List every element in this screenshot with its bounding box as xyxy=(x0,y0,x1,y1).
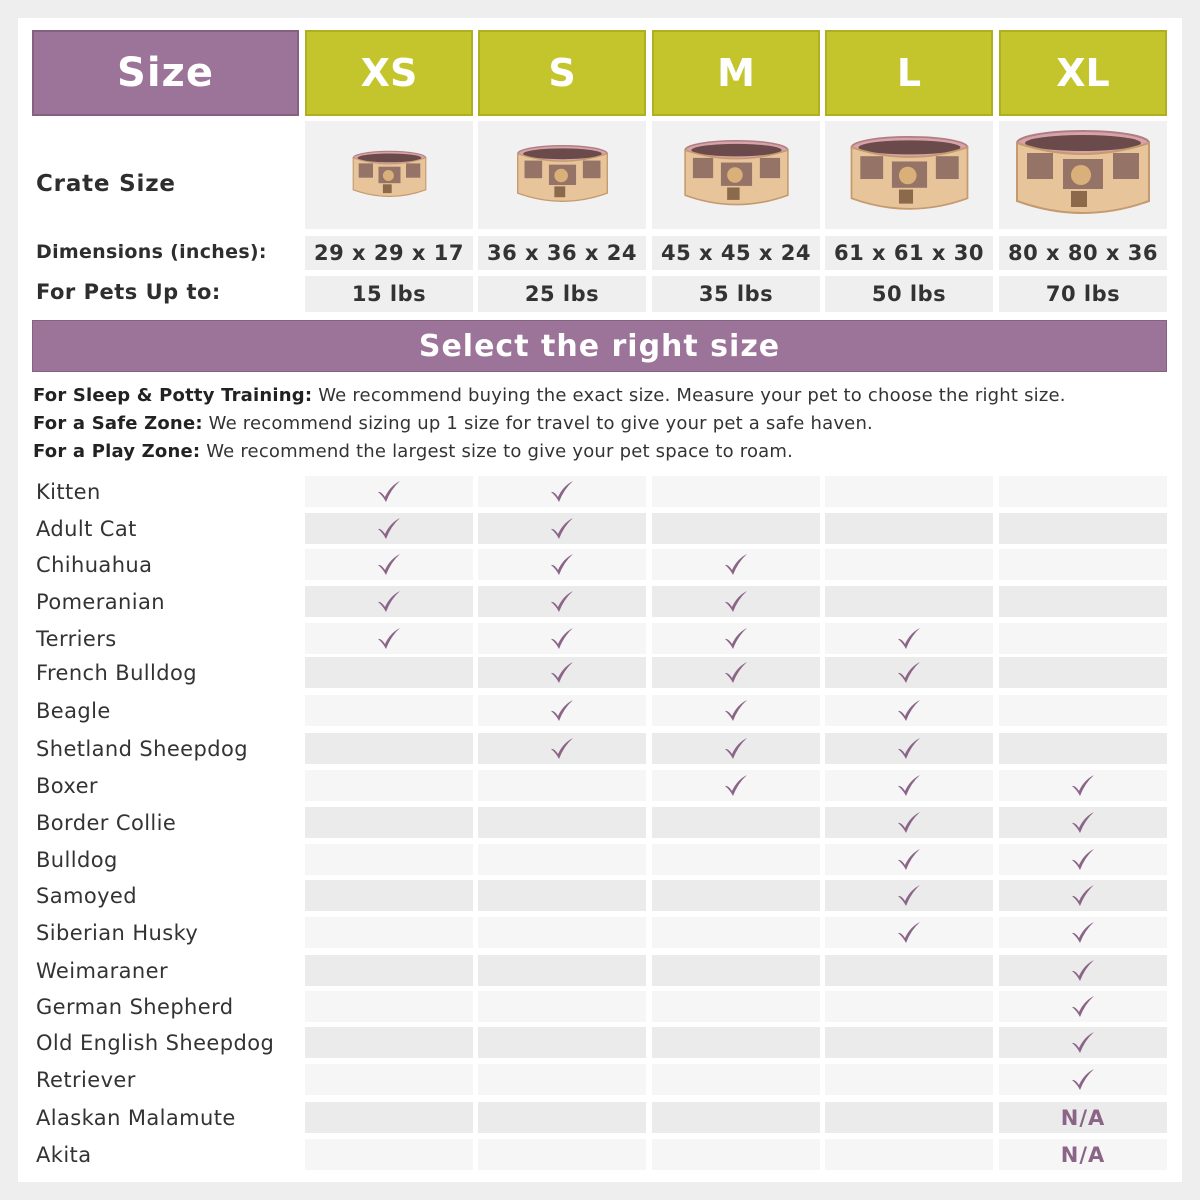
checkmark-icon xyxy=(896,699,922,723)
size-column-header-0: XS xyxy=(305,30,473,116)
checkmark-icon xyxy=(723,627,749,651)
fit-cell xyxy=(999,586,1167,617)
checkmark-icon xyxy=(549,553,575,577)
fit-cell xyxy=(305,476,473,507)
fit-cell xyxy=(478,1102,646,1133)
dimension-value-3: 61 x 61 x 30 xyxy=(825,236,993,270)
checkmark-icon xyxy=(1070,848,1096,872)
fit-cell xyxy=(478,623,646,654)
fit-cell xyxy=(825,1139,993,1170)
checkmark-icon xyxy=(549,737,575,761)
breed-name: Beagle xyxy=(36,699,111,723)
checkmark-icon xyxy=(376,590,402,614)
checkmark-icon xyxy=(896,884,922,908)
fit-cell xyxy=(999,623,1167,654)
fit-cell xyxy=(478,955,646,986)
fit-cell xyxy=(999,1139,1167,1170)
checkmark-icon xyxy=(549,480,575,504)
fit-cell xyxy=(305,844,473,875)
fit-cell xyxy=(652,623,820,654)
fit-cell xyxy=(478,657,646,688)
fit-cell xyxy=(305,733,473,764)
fit-cell xyxy=(999,1064,1167,1095)
fit-cell xyxy=(652,476,820,507)
crate-image-cell-4 xyxy=(999,121,1167,229)
checkmark-icon xyxy=(1070,811,1096,835)
fit-cell xyxy=(825,623,993,654)
breed-name: Old English Sheepdog xyxy=(36,1031,275,1055)
fit-cell xyxy=(305,1027,473,1058)
fit-cell xyxy=(652,657,820,688)
fit-cell xyxy=(305,623,473,654)
checkmark-icon xyxy=(549,627,575,651)
fit-cell xyxy=(999,844,1167,875)
recommendation-label: For Sleep & Potty Training: xyxy=(33,385,313,406)
fit-cell xyxy=(825,880,993,911)
fit-cell xyxy=(305,770,473,801)
fit-cell xyxy=(652,1139,820,1170)
pet-playpen-image xyxy=(1013,129,1153,221)
checkmark-icon xyxy=(723,699,749,723)
fit-cell xyxy=(825,657,993,688)
fit-cell xyxy=(478,917,646,948)
checkmark-icon xyxy=(1070,921,1096,945)
fit-cell xyxy=(478,695,646,726)
not-applicable-label: N/A xyxy=(1060,1105,1106,1130)
weight-value-1: 25 lbs xyxy=(478,276,646,312)
fit-cell xyxy=(652,955,820,986)
fit-cell xyxy=(825,1064,993,1095)
fit-cell xyxy=(305,807,473,838)
fit-cell xyxy=(305,991,473,1022)
fit-cell xyxy=(305,1064,473,1095)
fit-cell xyxy=(478,807,646,838)
checkmark-icon xyxy=(723,737,749,761)
fit-cell xyxy=(652,695,820,726)
pets-up-to-label: For Pets Up to: xyxy=(36,280,221,304)
fit-cell xyxy=(825,807,993,838)
breed-name: Boxer xyxy=(36,774,98,798)
pet-playpen-image xyxy=(682,139,791,211)
checkmark-icon xyxy=(896,848,922,872)
fit-cell xyxy=(999,991,1167,1022)
checkmark-icon xyxy=(1070,774,1096,798)
fit-cell xyxy=(305,549,473,580)
fit-cell xyxy=(652,991,820,1022)
fit-cell xyxy=(999,917,1167,948)
size-column-header-4: XL xyxy=(999,30,1167,116)
fit-cell xyxy=(825,770,993,801)
fit-cell xyxy=(478,844,646,875)
fit-cell xyxy=(999,1027,1167,1058)
fit-cell xyxy=(999,695,1167,726)
recommendation-2 xyxy=(33,441,793,462)
fit-cell xyxy=(305,695,473,726)
fit-cell xyxy=(478,991,646,1022)
fit-cell xyxy=(478,733,646,764)
breed-name: Samoyed xyxy=(36,884,137,908)
fit-cell xyxy=(999,880,1167,911)
dimension-value-1: 36 x 36 x 24 xyxy=(478,236,646,270)
fit-cell xyxy=(478,476,646,507)
fit-cell xyxy=(652,880,820,911)
breed-name: Siberian Husky xyxy=(36,921,199,945)
fit-cell xyxy=(999,513,1167,544)
fit-cell xyxy=(652,1064,820,1095)
fit-cell xyxy=(999,733,1167,764)
fit-cell xyxy=(825,513,993,544)
weight-value-3: 50 lbs xyxy=(825,276,993,312)
fit-cell xyxy=(478,1139,646,1170)
fit-cell xyxy=(825,733,993,764)
fit-cell xyxy=(825,476,993,507)
checkmark-icon xyxy=(896,774,922,798)
recommendation-0 xyxy=(33,385,1066,406)
fit-cell xyxy=(652,1102,820,1133)
fit-cell xyxy=(825,1102,993,1133)
dimension-value-0: 29 x 29 x 17 xyxy=(305,236,473,270)
breed-name: Chihuahua xyxy=(36,553,153,577)
pet-playpen-image xyxy=(351,150,428,201)
pet-playpen-image xyxy=(515,144,610,207)
recommendation-text: We recommend the largest size to give your pet space to roam. xyxy=(200,441,794,462)
checkmark-icon xyxy=(376,517,402,541)
breed-name: Adult Cat xyxy=(36,517,137,541)
fit-cell xyxy=(999,657,1167,688)
weight-value-2: 35 lbs xyxy=(652,276,820,312)
dimension-value-2: 45 x 45 x 24 xyxy=(652,236,820,270)
checkmark-icon xyxy=(376,627,402,651)
breed-name: French Bulldog xyxy=(36,661,197,685)
fit-cell xyxy=(999,807,1167,838)
size-header: Size xyxy=(32,30,299,116)
fit-cell xyxy=(478,1027,646,1058)
breed-name: Retriever xyxy=(36,1068,136,1092)
checkmark-icon xyxy=(1070,1068,1096,1092)
checkmark-icon xyxy=(549,661,575,685)
fit-cell xyxy=(999,955,1167,986)
recommendation-text: We recommend buying the exact size. Measure your pet to choose the right size. xyxy=(312,385,1066,406)
breed-name: Akita xyxy=(36,1143,92,1167)
fit-cell xyxy=(825,917,993,948)
crate-image-cell-1 xyxy=(478,121,646,229)
dimensions-label: Dimensions (inches): xyxy=(36,241,267,263)
checkmark-icon xyxy=(896,921,922,945)
checkmark-icon xyxy=(723,661,749,685)
size-column-header-2: M xyxy=(652,30,820,116)
checkmark-icon xyxy=(549,590,575,614)
crate-size-label: Crate Size xyxy=(36,171,176,197)
weight-value-0: 15 lbs xyxy=(305,276,473,312)
fit-cell xyxy=(825,586,993,617)
fit-cell xyxy=(305,657,473,688)
fit-cell xyxy=(478,586,646,617)
fit-cell xyxy=(305,917,473,948)
fit-cell xyxy=(999,476,1167,507)
checkmark-icon xyxy=(549,699,575,723)
fit-cell xyxy=(305,1102,473,1133)
breed-name: Alaskan Malamute xyxy=(36,1106,236,1130)
fit-cell xyxy=(825,955,993,986)
fit-cell xyxy=(652,807,820,838)
breed-name: Terriers xyxy=(36,627,117,651)
fit-cell xyxy=(305,880,473,911)
fit-cell xyxy=(652,1027,820,1058)
checkmark-icon xyxy=(376,553,402,577)
recommendation-label: For a Safe Zone: xyxy=(33,413,203,434)
crate-image-cell-2 xyxy=(652,121,820,229)
checkmark-icon xyxy=(1070,995,1096,1019)
recommendation-label: For a Play Zone: xyxy=(33,441,201,462)
crate-image-cell-0 xyxy=(305,121,473,229)
checkmark-icon xyxy=(896,737,922,761)
fit-cell xyxy=(478,513,646,544)
fit-cell xyxy=(825,695,993,726)
checkmark-icon xyxy=(1070,884,1096,908)
breed-name: Border Collie xyxy=(36,811,177,835)
breed-name: German Shepherd xyxy=(36,995,234,1019)
checkmark-icon xyxy=(723,774,749,798)
checkmark-icon xyxy=(376,480,402,504)
crate-image-cell-3 xyxy=(825,121,993,229)
size-column-header-1: S xyxy=(478,30,646,116)
breed-name: Shetland Sheepdog xyxy=(36,737,248,761)
fit-cell xyxy=(652,586,820,617)
checkmark-icon xyxy=(896,661,922,685)
fit-cell xyxy=(999,770,1167,801)
size-column-header-3: L xyxy=(825,30,993,116)
checkmark-icon xyxy=(896,627,922,651)
fit-cell xyxy=(825,991,993,1022)
weight-value-4: 70 lbs xyxy=(999,276,1167,312)
fit-cell xyxy=(478,549,646,580)
fit-cell xyxy=(999,549,1167,580)
dimension-value-4: 80 x 80 x 36 xyxy=(999,236,1167,270)
fit-cell xyxy=(999,1102,1167,1133)
checkmark-icon xyxy=(549,517,575,541)
fit-cell xyxy=(652,844,820,875)
fit-cell xyxy=(652,917,820,948)
fit-cell xyxy=(305,955,473,986)
fit-cell xyxy=(305,513,473,544)
fit-cell xyxy=(825,1027,993,1058)
select-size-banner: Select the right size xyxy=(32,320,1167,372)
checkmark-icon xyxy=(896,811,922,835)
fit-cell xyxy=(305,586,473,617)
checkmark-icon xyxy=(723,590,749,614)
checkmark-icon xyxy=(1070,959,1096,983)
breed-name: Kitten xyxy=(36,480,101,504)
fit-cell xyxy=(478,880,646,911)
fit-cell xyxy=(652,770,820,801)
fit-cell xyxy=(825,844,993,875)
recommendation-text: We recommend sizing up 1 size for travel to give your pet a safe haven. xyxy=(202,413,873,434)
not-applicable-label: N/A xyxy=(1060,1142,1106,1167)
breed-name: Bulldog xyxy=(36,848,118,872)
checkmark-icon xyxy=(1070,1031,1096,1055)
breed-name: Pomeranian xyxy=(36,590,165,614)
fit-cell xyxy=(652,513,820,544)
fit-cell xyxy=(478,1064,646,1095)
fit-cell xyxy=(652,733,820,764)
recommendation-1 xyxy=(33,413,873,434)
checkmark-icon xyxy=(723,553,749,577)
fit-cell xyxy=(652,549,820,580)
pet-playpen-image xyxy=(848,135,971,216)
breed-name: Weimaraner xyxy=(36,959,168,983)
fit-cell xyxy=(478,770,646,801)
fit-cell xyxy=(305,1139,473,1170)
fit-cell xyxy=(825,549,993,580)
